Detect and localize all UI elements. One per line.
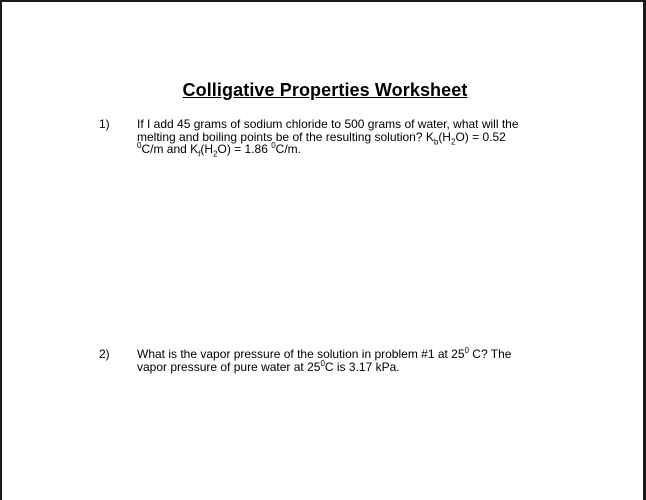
question-line: If I add 45 grams of sodium chloride to 500 grams of water, what will the (137, 117, 519, 131)
question-line: What is the vapor pressure of the solution in problem #1 at $25^0$ C? The (137, 346, 512, 361)
question-number: 1) (99, 117, 110, 131)
question-number: 2) (99, 347, 110, 361)
question-line: $^0$C/m and $K_f(H_2O) = 1.86$ $^0$C/m. (137, 141, 302, 159)
question-text (137, 117, 549, 159)
page-title: Colligative Properties Worksheet (182, 80, 468, 100)
question-line: melting and boiling points be of the resulting solution? $K_b(H_2O) = 0.52$ (137, 129, 506, 146)
question-line: vapor pressure of pure water at $25^0C$ is 3.17 kPa. (137, 358, 400, 374)
question-text (137, 348, 549, 373)
